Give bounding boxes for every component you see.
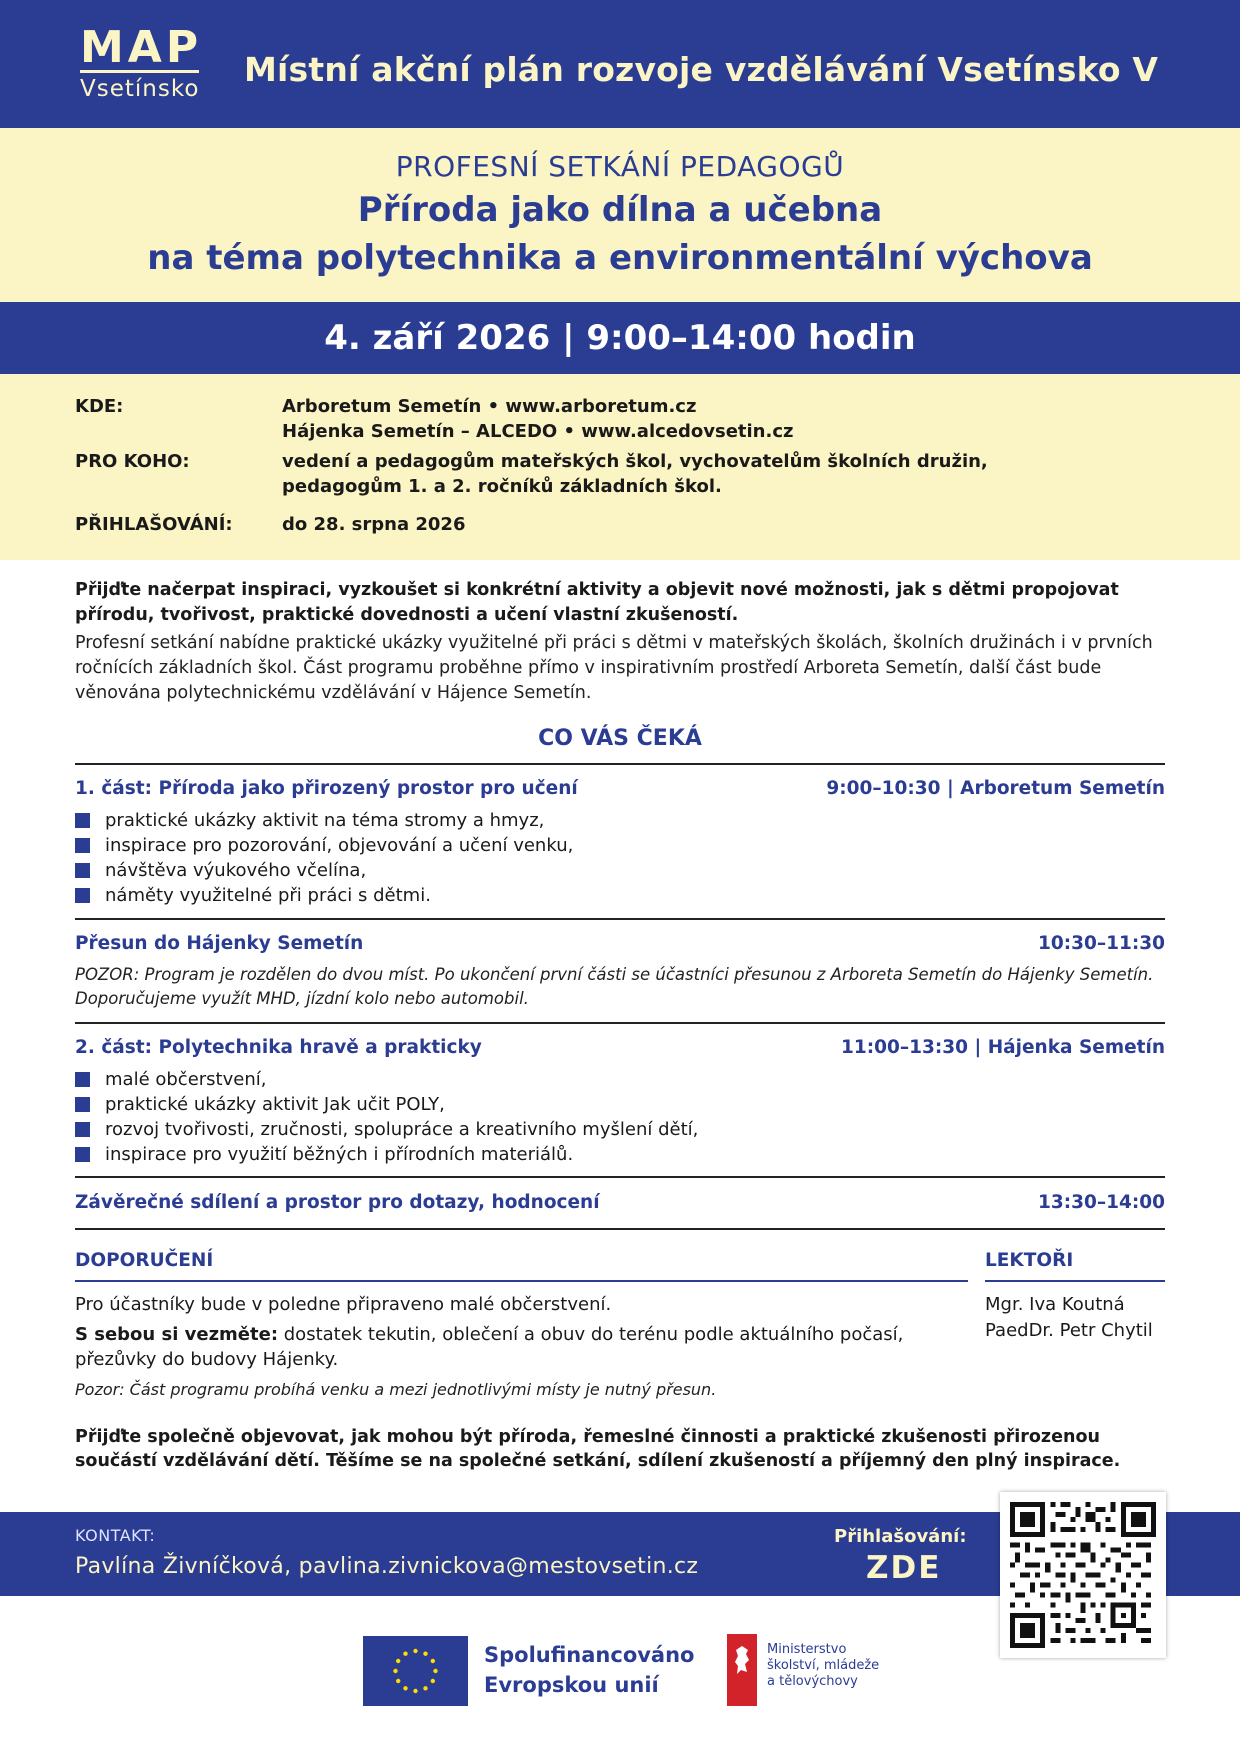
info-row-where	[75, 394, 1175, 444]
part2-title: 2. část: Polytechnika hravě a prakticky	[75, 1037, 482, 1058]
event-date-time: 4. září 2026 | 9:00–14:00 hodin	[324, 318, 916, 358]
bullet-square-icon	[75, 1072, 90, 1087]
part2-list	[75, 1067, 698, 1167]
divider	[985, 1280, 1165, 1282]
registration-label: Přihlašování:	[834, 1526, 967, 1547]
registration-link[interactable]: ZDE	[866, 1550, 942, 1586]
part1-time: 9:00–10:30 | Arboretum Semetín	[826, 778, 1165, 799]
contact-value[interactable]: Pavlína Živníčková, pavlina.zivnickova@mestovsetin.cz	[75, 1554, 699, 1579]
info-label-where: KDE:	[75, 396, 124, 417]
list-item: malé občerstvení,	[75, 1067, 698, 1092]
part1-title: 1. část: Příroda jako přirozený prostor pro učení	[75, 778, 578, 799]
lecturer-name: Mgr. Iva Koutná	[985, 1294, 1125, 1315]
for-line-2: pedagogům 1. a 2. ročníků základních škol.	[282, 476, 722, 497]
part2-time: 11:00–13:30 | Hájenka Semetín	[841, 1037, 1165, 1058]
lecturers-heading: LEKTOŘI	[985, 1250, 1074, 1271]
lecturers-list	[985, 1292, 1153, 1344]
list-item: praktické ukázky aktivit Jak učit POLY,	[75, 1092, 698, 1117]
czech-lion-emblem-icon	[727, 1634, 757, 1706]
info-value-for	[282, 449, 1182, 499]
transfer-note: POZOR: Program je rozdělen do dvou míst. Po ukončení první části se účastníci přesunou z Arboreta Semetín do Hájenky Semetín. Doporučujeme využít MHD, jízdní kolo nebo automobil.	[75, 965, 1154, 1008]
recommendation-note: Pozor: Část programu probíhá venku a mezi jednotlivými místy je nutný přesun.	[75, 1380, 717, 1399]
logo-sub: Vsetínsko	[80, 70, 199, 103]
outro-text: Přijďte společně objevovat, jak mohou být příroda, řemeslné činnosti a praktické zkušenosti přirozenou součástí vzdělávání dětí. Těšíme se na společné setkání, sdílení zkušeností a příjemný den plný inspirace.	[75, 1427, 1121, 1471]
list-item: inspirace pro pozorování, objevování a učení venku,	[75, 833, 573, 858]
intro-text	[75, 578, 1165, 706]
recommendation-text	[75, 1292, 955, 1407]
intro-body: Profesní setkání nabídne praktické ukázky využitelné při práci s dětmi v mateřských školách, školních družinách i v prvních ročnících základních škol. Část programu proběhne přímo v inspirativním prostředí Arboreta Semetín, další část bude věnována polytechnickému vzdělávání v Hájence Semetín.	[75, 633, 1153, 703]
part1-list	[75, 808, 573, 908]
for-line-1: vedení a pedagogům mateřských škol, vychovatelům školních družin,	[282, 451, 988, 472]
list-item: náměty využitelné při práci s dětmi.	[75, 883, 573, 908]
info-value-registration: do 28. srpna 2026	[282, 514, 466, 535]
info-label-for: PRO KOHO:	[75, 451, 190, 472]
bullet-square-icon	[75, 1097, 90, 1112]
bullet-square-icon	[75, 1147, 90, 1162]
info-box	[0, 374, 1240, 560]
date-bar	[0, 302, 1240, 374]
divider	[75, 1176, 1165, 1178]
closing-title: Závěrečné sdílení a prostor pro dotazy, hodnocení	[75, 1192, 600, 1213]
divider	[75, 1228, 1165, 1230]
event-title-box	[0, 128, 1240, 302]
qr-code-icon[interactable]	[1000, 1492, 1166, 1658]
bullet-square-icon	[75, 888, 90, 903]
recommendation-bring	[75, 1322, 955, 1372]
event-title-line-1: Příroda jako dílna a učebna	[357, 190, 883, 230]
transfer-title: Přesun do Hájenky Semetín	[75, 933, 364, 954]
list-item: praktické ukázky aktivit na téma stromy a hmyz,	[75, 808, 573, 833]
event-kicker: PROFESNÍ SETKÁNÍ PEDAGOGŮ	[395, 150, 845, 183]
header-bar	[0, 0, 1240, 128]
list-item: inspirace pro využití běžných i přírodních materiálů.	[75, 1142, 698, 1167]
bullet-square-icon	[75, 1122, 90, 1137]
eu-cofinancing-text: Spolufinancováno Evropskou unií	[484, 1643, 695, 1697]
divider	[75, 918, 1165, 920]
page-title: Místní akční plán rozvoje vzdělávání Vsetínsko V	[244, 50, 1159, 89]
info-label-registration: PŘIHLAŠOVÁNÍ:	[75, 514, 233, 535]
map-logo	[80, 22, 210, 106]
intro-lead: Přijďte načerpat inspiraci, vyzkoušet si konkrétní aktivity a objevit nové možnosti, jak s dětmi propojovat přírodu, tvořivost, praktické dovednosti a učení vlastní zkušeností.	[75, 580, 1119, 625]
list-item: rozvoj tvořivosti, zručnosti, spolupráce a kreativního myšlení dětí,	[75, 1117, 698, 1142]
divider	[75, 1280, 968, 1282]
logo-main: MAP	[80, 22, 203, 73]
recommendation-line-1: Pro účastníky bude v poledne připraveno malé občerstvení.	[75, 1294, 612, 1315]
divider	[75, 763, 1165, 765]
transfer-time: 10:30–11:30	[1037, 933, 1165, 954]
divider	[75, 1022, 1165, 1024]
bring-label: S sebou si vezměte:	[75, 1324, 279, 1345]
where-line-2: Hájenka Semetín – ALCEDO • www.alcedovsetin.cz	[282, 421, 794, 442]
bullet-square-icon	[75, 838, 90, 853]
info-row-registration	[75, 512, 1175, 537]
contact-label: KONTAKT:	[75, 1526, 156, 1545]
lecturer-name: PaedDr. Petr Chytil	[985, 1320, 1153, 1341]
info-row-for	[75, 449, 1175, 499]
recommendation-heading: DOPORUČENÍ	[75, 1250, 214, 1271]
ministry-text: Ministerstvo školství, mládeže a tělovýchovy	[767, 1642, 880, 1689]
bullet-square-icon	[75, 863, 90, 878]
bullet-square-icon	[75, 813, 90, 828]
eu-flag-icon	[363, 1636, 468, 1706]
event-title-line-2: na téma polytechnika a environmentální výchova	[147, 238, 1093, 278]
list-item: návštěva výukového včelína,	[75, 858, 573, 883]
program-heading: CO VÁS ČEKÁ	[538, 726, 702, 751]
info-value-where	[282, 394, 1182, 444]
bring-text: dostatek tekutin, oblečení a obuv do terénu podle aktuálního počasí, přezůvky do budovy Hájenky.	[75, 1324, 904, 1370]
closing-time: 13:30–14:00	[1037, 1192, 1165, 1213]
where-line-1: Arboretum Semetín • www.arboretum.cz	[282, 396, 697, 417]
